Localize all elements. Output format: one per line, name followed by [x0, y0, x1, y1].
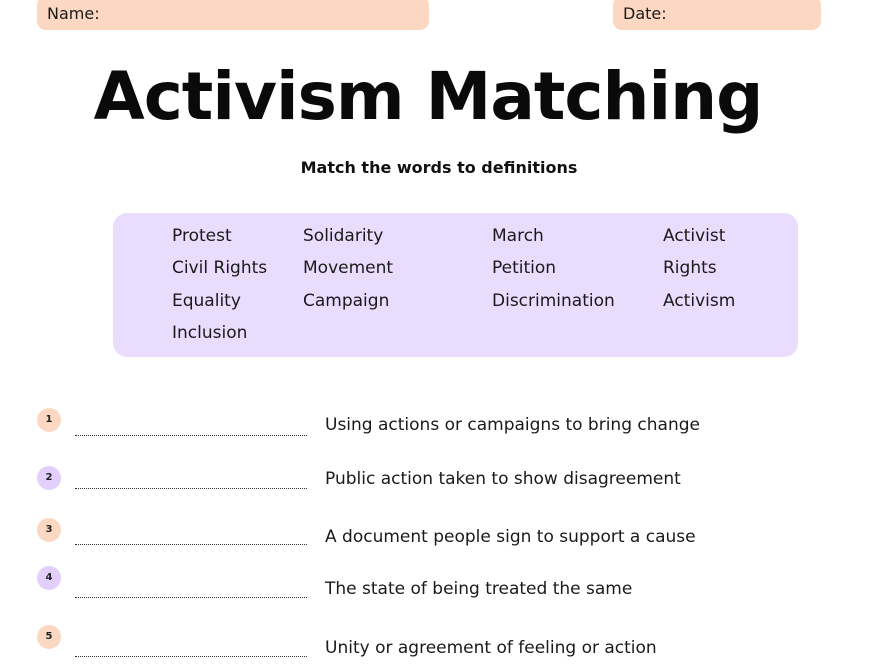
answer-line[interactable]: [75, 544, 307, 545]
definition-text: A document people sign to support a cause: [325, 527, 696, 547]
word-bank-item: Movement: [303, 258, 394, 278]
definition-text: Using actions or campaigns to bring change: [325, 415, 700, 435]
word-bank: [113, 213, 798, 357]
question-number-badge: 3: [37, 518, 61, 542]
worksheet-title: Activism Matching: [93, 58, 763, 135]
word-bank-item: Protest: [172, 226, 232, 246]
question-number-badge: 2: [37, 466, 61, 490]
definition-text: Public action taken to show disagreement: [325, 469, 681, 489]
word-bank-item: Equality: [172, 291, 241, 311]
question-number-badge: 5: [37, 625, 61, 649]
word-bank-item: Petition: [492, 258, 557, 278]
question-number-badge: 1: [37, 408, 61, 432]
word-bank-item: Rights: [663, 258, 717, 278]
question-number-badge: 4: [37, 566, 61, 590]
word-bank-item: Solidarity: [303, 226, 384, 246]
answer-line[interactable]: [75, 435, 307, 436]
date-label: Date:: [623, 4, 667, 23]
word-bank-item: Campaign: [303, 291, 390, 311]
word-bank-item: Civil Rights: [172, 258, 268, 278]
name-label: Name:: [47, 4, 100, 23]
answer-line[interactable]: [75, 656, 307, 657]
word-bank-item: Discrimination: [492, 291, 615, 311]
definition-text: The state of being treated the same: [325, 579, 633, 599]
word-bank-item: Activist: [663, 226, 726, 246]
answer-line[interactable]: [75, 597, 307, 598]
definition-text: Unity or agreement of feeling or action: [325, 638, 657, 658]
worksheet-subtitle: Match the words to definitions: [300, 158, 578, 177]
word-bank-item: Inclusion: [172, 323, 248, 343]
word-bank-item: March: [492, 226, 544, 246]
answer-line[interactable]: [75, 488, 307, 489]
word-bank-item: Activism: [663, 291, 736, 311]
name-field[interactable]: [37, 0, 429, 30]
date-field[interactable]: [613, 0, 821, 30]
